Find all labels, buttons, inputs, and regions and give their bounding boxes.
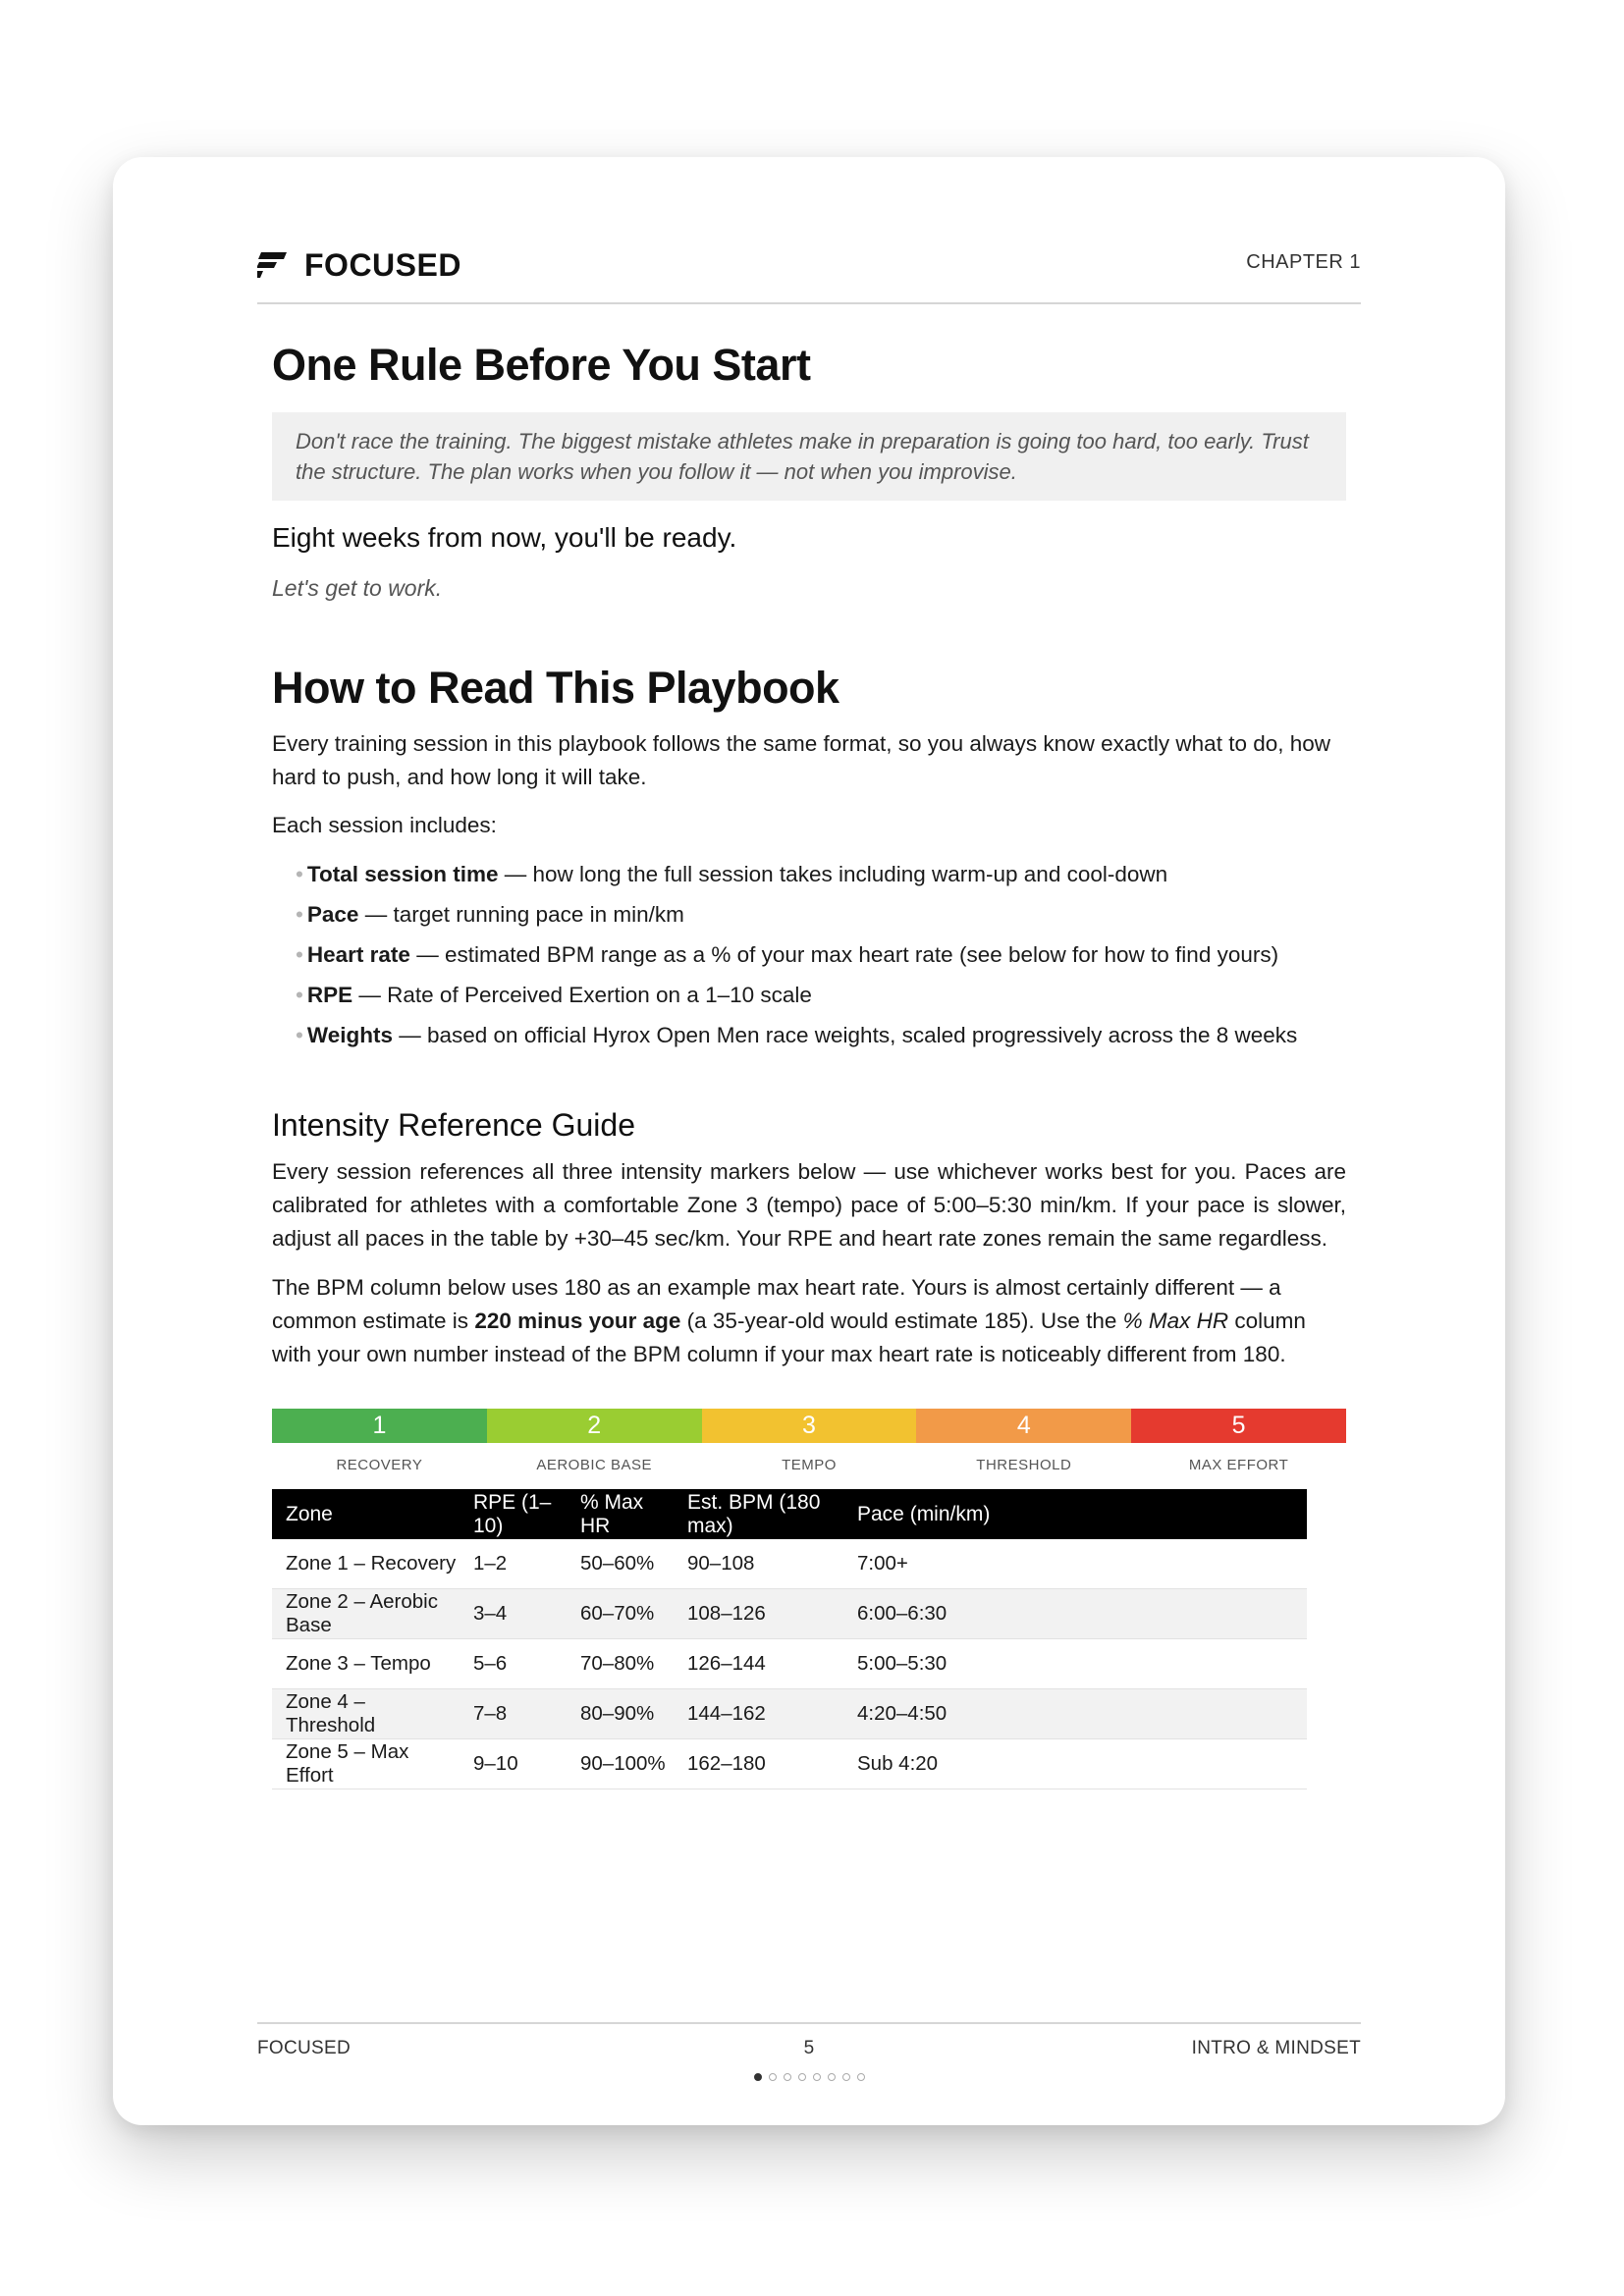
callout-quote: Don't race the training. The biggest mistake athletes make in preparation is going too hard, too early. Trust the structure. The plan works when you follow it — not when you improvise.	[272, 412, 1346, 501]
table-cell: 50–60%	[567, 1539, 674, 1589]
table-cell: 70–80%	[567, 1639, 674, 1689]
table-cell: 4:20–4:50	[843, 1689, 1307, 1739]
page-content	[272, 340, 1346, 1789]
table-cell: 1–2	[460, 1539, 567, 1589]
section-title-how-to-read: How to Read This Playbook	[272, 663, 839, 713]
session-include-item	[296, 898, 1346, 932]
zone-segment-2: 2	[487, 1409, 702, 1443]
page-dot-icon	[754, 2073, 762, 2081]
bullet-dot-icon: •	[296, 862, 303, 886]
table-row	[272, 1539, 1307, 1589]
brand-name: FOCUSED	[304, 246, 461, 283]
bullet-term: RPE	[306, 983, 353, 1007]
footer-section: INTRO & MINDSET	[1191, 2038, 1361, 2058]
table-cell: 80–90%	[567, 1689, 674, 1739]
page-dot-icon	[798, 2073, 806, 2081]
zone-label-5: MAX EFFORT	[1188, 1457, 1289, 1473]
session-include-item	[296, 1019, 1346, 1052]
chapter-label: CHAPTER 1	[1246, 251, 1361, 273]
bullet-description: — estimated BPM range as a % of your max heart rate (see below for how to find yours)	[409, 942, 1279, 967]
table-cell: Zone 2 – Aerobic Base	[272, 1589, 460, 1639]
table-body	[272, 1539, 1307, 1789]
table-header-cell: Pace (min/km)	[843, 1489, 1307, 1539]
page-dot-icon	[842, 2073, 850, 2081]
section-title-intensity-guide: Intensity Reference Guide	[272, 1107, 635, 1143]
session-include-item	[296, 858, 1346, 891]
zone-segment-5: 5	[1131, 1409, 1346, 1443]
bpm-text-bold: 220 minus your age	[474, 1308, 681, 1333]
page-dot-icon	[828, 2073, 836, 2081]
table-cell: 3–4	[460, 1589, 567, 1639]
zone-label-4: THRESHOLD	[976, 1457, 1072, 1473]
table-cell: 90–100%	[567, 1739, 674, 1789]
page-indicator-dots	[257, 2073, 1361, 2081]
bullet-description: — based on official Hyrox Open Men race weights, scaled progressively across the 8 weeks	[392, 1023, 1298, 1047]
brand-logo	[257, 245, 461, 285]
bullet-description: — Rate of Perceived Exertion on a 1–10 scale	[352, 983, 812, 1007]
footer-brand: FOCUSED	[257, 2038, 351, 2058]
table-cell: 7:00+	[843, 1539, 1307, 1589]
page-footer	[257, 2022, 1361, 2058]
bpm-paragraph	[272, 1271, 1346, 1371]
bullet-term: Weights	[306, 1023, 393, 1047]
table-cell: 90–108	[674, 1539, 843, 1589]
intensity-paragraph: Every session references all three intensity markers below — use whichever works best for you. Paces are calibrated for athletes with a comfortable Zone 3 (tempo) pace of 5:00–5:30 min/km. If your pace is slower, adjust all paces in the table by +30–45 sec/km. Your RPE and heart rate zones remain the same regardless.	[272, 1159, 1346, 1251]
zone-segment-1: 1	[272, 1409, 487, 1443]
table-cell: 5:00–5:30	[843, 1639, 1307, 1689]
table-header-cell: RPE (1–10)	[460, 1489, 567, 1539]
table-cell: Zone 4 – Threshold	[272, 1689, 460, 1739]
bpm-text-italic: % Max HR	[1122, 1308, 1229, 1333]
zone-label-1: RECOVERY	[336, 1457, 423, 1473]
table-cell: Zone 1 – Recovery	[272, 1539, 460, 1589]
table-cell: Zone 3 – Tempo	[272, 1639, 460, 1689]
table-header-cell: Zone	[272, 1489, 460, 1539]
section-title-one-rule: One Rule Before You Start	[272, 340, 811, 390]
table-row	[272, 1739, 1307, 1789]
table-cell: 5–6	[460, 1639, 567, 1689]
document-page	[113, 157, 1505, 2125]
bullet-dot-icon: •	[296, 942, 303, 967]
intensity-table	[272, 1489, 1307, 1789]
page-header	[257, 245, 1361, 304]
bullet-dot-icon: •	[296, 1023, 303, 1047]
bullet-description: — how long the full session takes including warm-up and cool-down	[498, 862, 1168, 886]
focused-logo-icon	[257, 252, 287, 278]
table-row	[272, 1689, 1307, 1739]
bpm-text-part: (a 35-year-old would estimate 185). Use the	[680, 1308, 1123, 1333]
table-cell: Zone 5 – Max Effort	[272, 1739, 460, 1789]
zone-label-3: TEMPO	[782, 1457, 837, 1473]
session-includes-list	[272, 858, 1346, 1052]
zone-labels	[272, 1457, 1346, 1473]
zone-segment-3: 3	[702, 1409, 917, 1443]
table-cell: 7–8	[460, 1689, 567, 1739]
zone-color-bar	[272, 1409, 1346, 1443]
session-includes-label: Each session includes:	[272, 813, 497, 837]
page-dot-icon	[813, 2073, 821, 2081]
table-header-row	[272, 1489, 1307, 1539]
closing-line: Let's get to work.	[272, 575, 443, 601]
zone-segment-4: 4	[916, 1409, 1131, 1443]
table-row	[272, 1639, 1307, 1689]
bullet-description: — target running pace in min/km	[358, 902, 684, 927]
table-cell: 144–162	[674, 1689, 843, 1739]
intro-paragraph: Every training session in this playbook follows the same format, so you always know exactly what to do, how hard to push, and how long it will take.	[272, 731, 1331, 789]
table-cell: 9–10	[460, 1739, 567, 1789]
bullet-term: Pace	[306, 902, 359, 927]
table-header-cell: % Max HR	[567, 1489, 674, 1539]
zone-label-2: AEROBIC BASE	[536, 1457, 653, 1473]
lead-statement: Eight weeks from now, you'll be ready.	[272, 522, 737, 553]
table-cell: 108–126	[674, 1589, 843, 1639]
bullet-dot-icon: •	[296, 902, 303, 927]
table-cell: 6:00–6:30	[843, 1589, 1307, 1639]
bpm-text-part: column with your own number instead of the BPM column if your max heart rate is noticeably different from 180.	[272, 1308, 1306, 1366]
table-cell: 126–144	[674, 1639, 843, 1689]
page-dot-icon	[784, 2073, 791, 2081]
table-cell: 60–70%	[567, 1589, 674, 1639]
page-dot-icon	[769, 2073, 777, 2081]
table-cell: Sub 4:20	[843, 1739, 1307, 1789]
table-header-cell: Est. BPM (180 max)	[674, 1489, 843, 1539]
table-row	[272, 1589, 1307, 1639]
table-cell: 162–180	[674, 1739, 843, 1789]
bullet-term: Heart rate	[306, 942, 410, 967]
bullet-dot-icon: •	[296, 983, 303, 1007]
page-number: 5	[803, 2038, 815, 2058]
bullet-term: Total session time	[306, 862, 499, 886]
bpm-text-part: The BPM column below uses 180 as an example max heart rate. Yours is almost certainly different — a common estimate is	[272, 1275, 1281, 1333]
session-include-item	[296, 938, 1346, 972]
session-include-item	[296, 979, 1346, 1012]
page-dot-icon	[857, 2073, 865, 2081]
